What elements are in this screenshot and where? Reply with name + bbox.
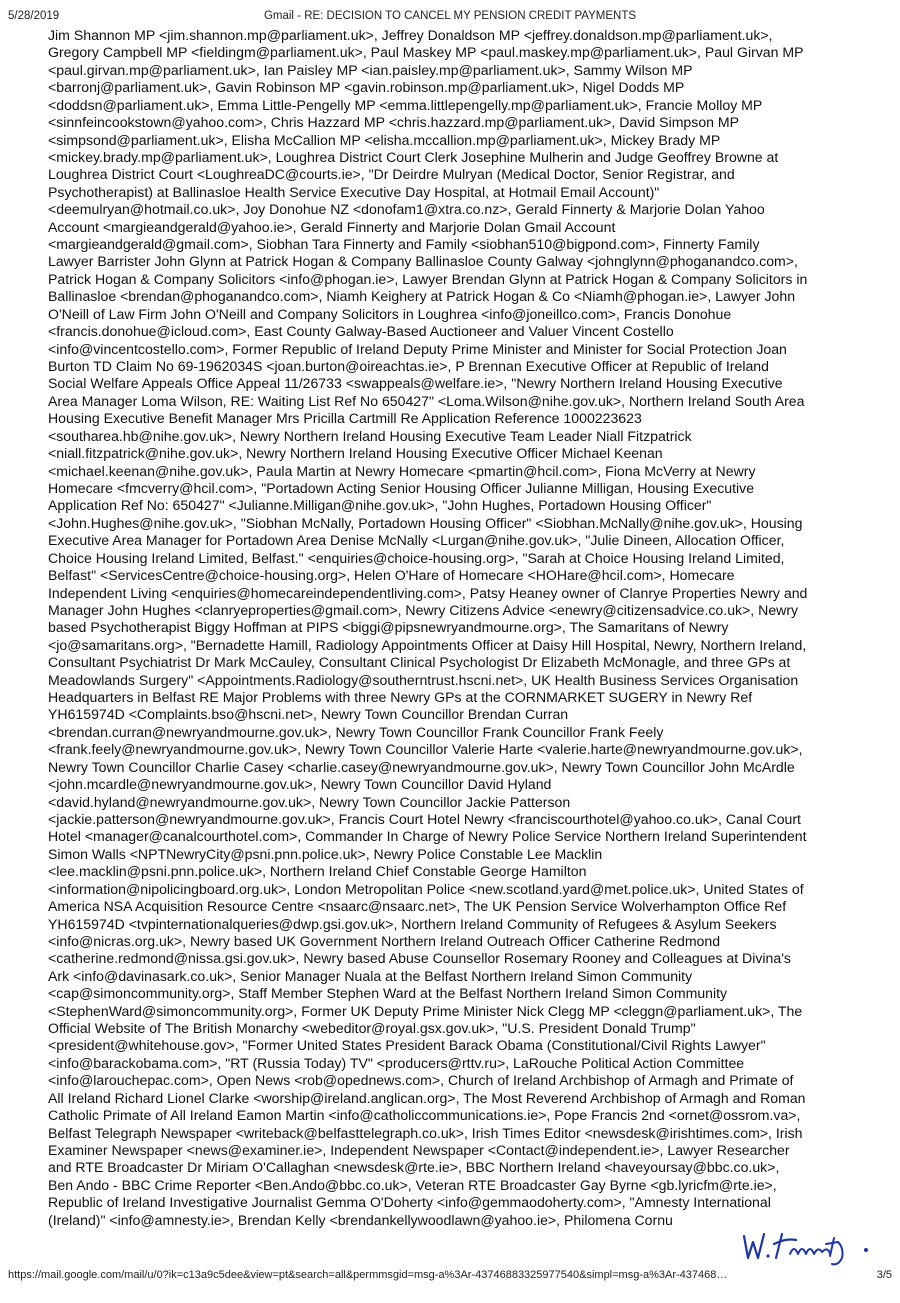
body-line: Consultant Psychiatrist Dr Mark McCauley, Consultant Clinical Psychologist Dr Elizabeth McMonagle, and three GPs at [48,654,791,671]
body-line: Belfast" <ServicesCentre@choice-housing.org>, Helen O'Hare of Homecare <HOHare@hcil.com>, Homecare [48,567,735,584]
body-line: Burton TD Claim No 69-1962034S <joan.burton@oireachtas.ie>, P Brennan Executive Officer at Republic of Ireland [48,358,769,375]
body-line: Simon Walls <NPTNewryCity@psni.pnn.police.uk>, Newry Police Constable Lee Macklin [48,845,603,862]
body-line: <paul.girvan.mp@parliament.uk>, Ian Paisley MP <ian.paisley.mp@parliament.uk>, Sammy Wilson MP [48,61,693,78]
body-line: Executive Area Manager for Portadown Area Denise McNally <Lurgan@nihe.gov.uk>, "Julie Dineen, Allocation Officer, [48,532,785,549]
body-line: Belfast Telegraph Newspaper <writeback@belfasttelegraph.co.uk>, Irish Times Editor <newsdesk@irishtimes.com>, Irish [48,1124,803,1141]
body-line: Examiner Newspaper <news@examiner.ie>, Independent Newspaper <Contact@independent.ie>, Lawyer Researcher [48,1142,790,1158]
body-line: <info@vincentcostello.com>, Former Republic of Ireland Deputy Prime Minister and Minister for Social Protection Joan [48,340,787,357]
footer-url[interactable]: https://mail.google.com/mail/u/0?ik=c13a9c5dee&view=pt&search=all&permmsgid=msg-a%3Ar-4374688332597754​0&simpl=msg-a%3Ar-437468… [8,1269,728,1281]
body-line: Area Manager Loma Wilson, RE: Waiting List Ref No 650427" <Loma.Wilson@nihe.gov.uk>, Northern Ireland South Area [48,392,805,409]
body-line: <president@whitehouse.gov>, "Former United States President Barack Obama (Constitutional/Civil Rights Lawyer" [48,1037,766,1054]
page-number: 3/5 [876,1269,892,1281]
body-line: <david.hyland@newryandmourne.gov.uk>, Newry Town Councillor Jackie Patterson [48,793,571,810]
body-line: <lee.macklin@psni.pnn.police.uk>, Northern Ireland Chief Constable George Hamilton [48,863,587,880]
body-line: <doddsn@parliament.uk>, Emma Little-Pengelly MP <emma.littlepengelly.mp@parliament.uk>, Francie Molloy MP [48,96,763,113]
body-line: Ben Ando - BBC Crime Reporter <Ben.Ando@bbc.co.uk>, Veteran RTE Broadcaster Gay Byrne <gb.lyricfm@rte.ie>, [48,1176,777,1193]
body-line: <michael.keenan@nihe.gov.uk>, Paula Martin at Newry Homecare <pmartin@hcil.com>, Fiona McVerry at Newry [48,462,756,479]
body-line: (Ireland)" <info@amnesty.ie>, Brendan Kelly <brendankellywoodlawn@yahoo.ie>, Philomena Cornu [48,1211,673,1228]
body-line: Account <margieandgerald@yahoo.ie>, Gerald Finnerty and Marjorie Dolan Gmail Account [48,218,616,235]
handwritten-signature [738,1224,878,1270]
print-date: 5/28/2019 [8,10,60,22]
body-line: <John.Hughes@nihe.gov.uk>, "Siobhan McNally, Portadown Housing Officer" <Siobhan.McNally@nihe.gov.uk>, Housing [48,514,803,531]
body-line: <jackie.patterson@newryandmourne.gov.uk>, Francis Court Hotel Newry <franciscourthotel@yahoo.co.uk>, Canal Court [48,810,801,827]
body-line: O'Neill of Law Firm John O'Neill and Company Solicitors in Loughrea <info@joneillco.com>, Francis Donohue [48,305,732,322]
body-line: Newry Town Councillor Charlie Casey <charlie.casey@newryandmourne.gov.uk>, Newry Town Councillor John McArdle [48,758,795,775]
body-line: based Psychotherapist Biggy Hoffman at PIPS <biggi@pipsnewryandmourne.org>, The Samaritans of Newry [48,619,729,636]
body-line: Lawyer Barrister John Glynn at Patrick Hogan & Company Ballinasloe County Galway <johnglynn@phoganandco.com>, [48,253,798,270]
body-line: Housing Executive Benefit Manager Mrs Pricilla Cartmill Re Application Reference 1000223623 [48,410,642,427]
body-line: <info@barackobama.com>, "RT (Russia Today) TV" <producers@rttv.ru>, LaRouche Political Action Committee [48,1054,745,1071]
body-line: Meadowlands Surgery" <Appointments.Radiology@southerntrust.hscni.net>, UK Health Business Services Organisation [48,671,799,688]
body-line: Loughrea District Court <LoughreaDC@courts.ie>, "Dr Deirdre Mulryan (Medical Doctor, Senior Registrar, and [48,166,735,183]
body-line: Psychotherapist) at Ballinasloe Health Service Executive Day Hospital, at Hotmail Email Account)" [48,183,660,200]
print-header [8,10,892,26]
body-line: YH615974D <tvpinternationalqueries@dwp.gsi.gov.uk>, Northern Ireland Community of Refugees & Asylum Seekers [48,915,777,932]
body-line: <southarea.hb@nihe.gov.uk>, Newry Northern Ireland Housing Executive Team Leader Niall Fitzpatrick [48,427,692,444]
body-line: <mickey.brady.mp@parliament.uk>, Loughrea District Court Clerk Josephine Mulherin and Judge Geoffrey Browne at [48,148,779,165]
body-line: <catherine.redmond@nissa.gsi.gov.uk>, Newry based Abuse Counsellor Rosemary Rooney and Colleagues at Divina's [48,950,791,967]
body-line: YH615974D <Complaints.bso@hscni.net>, Newry Town Councillor Brendan Curran [48,706,569,723]
body-line: <brendan.curran@newryandmourne.gov.uk>, Newry Town Councillor Frank Councillor Frank Feely [48,723,664,740]
body-line: Choice Housing Ireland Limited, Belfast." <enquiries@choice-housing.org>, "Sarah at Choice Housing Ireland Limited, [48,549,785,566]
body-line: Application Ref No: 650427" <Julianne.Milligan@nihe.gov.uk>, "John Hughes, Portadown Housing Officer" [48,497,712,514]
body-line: Ballinasloe <brendan@phoganandco.com>, Niamh Keighery at Patrick Hogan & Co <Niamh@phogan.ie>, Lawyer John [48,288,796,305]
body-line: and RTE Broadcaster Dr Miriam O'Callaghan <newsdesk@rte.ie>, BBC Northern Ireland <haveyoursay@bbc.co.uk>, [48,1159,780,1176]
body-line: <cap@simoncommunity.org>, Staff Member Stephen Ward at the Belfast Northern Ireland Simon Community [48,985,728,1002]
body-line: <information@nipolicingboard.org.uk>, London Metropolitan Police <new.scotland.yard@met.police.uk>, United States of [48,880,804,897]
body-line: <margieandgerald@gmail.com>, Siobhan Tara Finnerty and Family <siobhan510@bigpond.com>, Finnerty Family [48,236,760,253]
body-line: Independent Living <enquiries@homecareindependentliving.com>, Patsy Heaney owner of Clanrye Properties Newry and [48,584,808,601]
body-line: All Ireland Richard Lionel Clarke <worship@ireland.anglican.org>, The Most Reverend Archbishop of Armagh and Roman [48,1089,806,1106]
body-line: <francis.donohue@icloud.com>, East County Galway-Based Auctioneer and Valuer Vincent Costello [48,323,674,340]
body-line: Hotel <manager@canalcourthotel.com>, Commander In Charge of Newry Police Service Northern Ireland Superintendent [48,828,807,845]
body-line: <info@nicras.org.uk>, Newry based UK Government Northern Ireland Outreach Officer Catherine Redmond [48,932,721,949]
body-line: Catholic Primate of All Ireland Eamon Martin <info@catholiccommunications.ie>, Pope Francis 2nd <ornet@ossrom.va>, [48,1107,801,1124]
body-line: Official Website of The British Monarchy <webeditor@royal.gsx.gov.uk>, "U.S. President Donald Trump" [48,1020,696,1037]
body-line: Patrick Hogan & Company Solicitors <info@phogan.ie>, Lawyer Brendan Glynn at Patrick Hogan & Company Solicitors in [48,270,808,287]
body-line: <info@larouchepac.com>, Open News <rob@opednews.com>, Church of Ireland Archbishop of Armagh and Primate of [48,1072,794,1089]
body-line: <barronj@parliament.uk>, Gavin Robinson MP <gavin.robinson.mp@parliament.uk>, Nigel Dodds MP [48,79,685,96]
body-line: Manager John Hughes <clanryeproperties@gmail.com>, Newry Citizens Advice <enewry@citizensadvice.co.uk>, Newry [48,601,799,618]
recipient-list [48,27,876,1229]
body-line: <frank.feely@newryandmourne.gov.uk>, Newry Town Councillor Valerie Harte <valerie.harte@newryandmourne.gov.uk>, [48,741,803,758]
body-line: <StephenWard@simoncommunity.org>, Former UK Deputy Prime Minister Nick Clegg MP <cleggn@parliament.uk>, The [48,1002,803,1019]
body-line: Gregory Campbell MP <fieldingm@parliament.uk>, Paul Maskey MP <paul.maskey.mp@parliament.uk>, Paul Girvan MP [48,44,804,61]
body-line: America NSA Acquisition Resource Centre <nsaarc@nsaarc.net>, The UK Pension Service Wolverhampton Office Ref [48,898,787,915]
body-line: <simpsond@parliament.uk>, Elisha McCallion MP <elisha.mccallion.mp@parliament.uk>, Mickey Brady MP [48,131,721,148]
print-footer [8,1269,892,1283]
body-line: Jim Shannon MP <jim.shannon.mp@parliament.uk>, Jeffrey Donaldson MP <jeffrey.donaldson.mp@parliament.uk>, [48,27,773,43]
body-line: <john.mcardle@newryandmourne.gov.uk>, Newry Town Councillor David Hyland [48,776,552,793]
body-line: <niall.fitzpatrick@nihe.gov.uk>, Newry Northern Ireland Housing Executive Officer Michael Keenan [48,445,663,462]
body-line: Republic of Ireland Investigative Journalist Gemma O'Doherty <info@gemmaodoherty.com>, "Amnesty International [48,1194,771,1211]
body-line: <jo@samaritans.org>, "Bernadette Hamill, Radiology Appointments Officer at Daisy Hill Hospital, Newry, Northern Ireland, [48,636,807,653]
body-line: Ark <info@davinasark.co.uk>, Senior Manager Nuala at the Belfast Northern Ireland Simon Community [48,967,693,984]
print-title: Gmail - RE: DECISION TO CANCEL MY PENSION CREDIT PAYMENTS [263,10,637,22]
body-line: <deemulryan@hotmail.co.uk>, Joy Donohue NZ <donofam1@xtra.co.nz>, Gerald Finnerty & Marjorie Dolan Yahoo [48,201,765,218]
body-line: Homecare <fmcverry@hcil.com>, "Portadown Acting Senior Housing Officer Julianne Milligan, Housing Executive [48,479,755,496]
body-line: Social Welfare Appeals Office Appeal 11/26733 <swappeals@welfare.ie>, "Newry Northern Ireland Housing Executive [48,375,783,392]
body-line: Headquarters in Belfast RE Major Problems with three Newry GPs at the CORNMARKET SUGERY in Newry Ref [48,689,753,706]
body-line: <sinnfeincookstown@yahoo.com>, Chris Hazzard MP <chris.hazzard.mp@parliament.uk>, David Simpson MP [48,114,740,131]
